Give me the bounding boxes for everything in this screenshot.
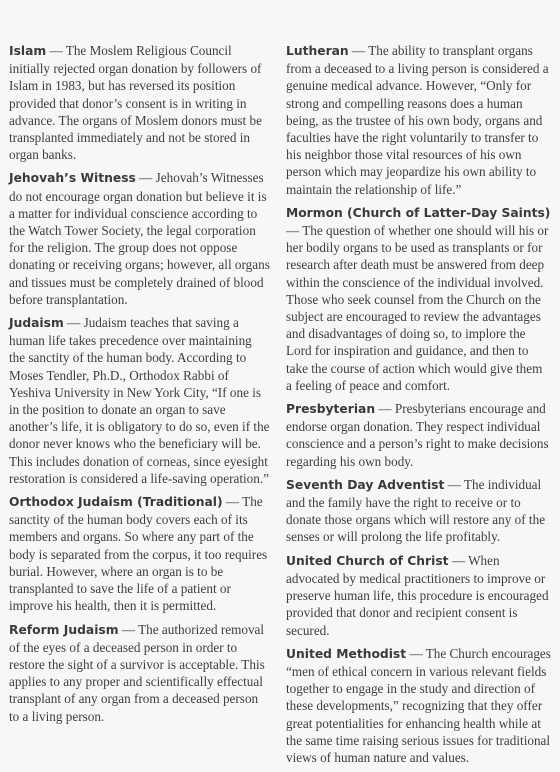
entry-seventh-day-adventist: Seventh Day Adventist — The individual and the family have the right to receive or to donate those organs which will restore any of the senses or will prolong the life profitably. <box>286 476 546 545</box>
right-column <box>286 42 551 772</box>
entry-united-methodist: United Methodist — The Church encourages “men of ethical concern in various relevant fields together to engage in the study and direction of these developments,” recognizing that they offer great potentialities for enhancing health while at the same time raising serious issues for traditional views of human nature and values. <box>286 645 551 765</box>
entry-heading: Islam <box>9 44 47 58</box>
entry-heading: United Church of Christ <box>286 553 449 568</box>
entry-heading: Presbyterian <box>286 402 376 417</box>
entry-text: The Moslem Religious Council initially rejected organ donation by followers of Islam in 1983, but has reversed its position provided that donor’s consent is in writing in advance. The organs of Moslem donors must be transplanted immediately and not be stored in organ banks. <box>9 43 262 163</box>
entry-heading: Reform Judaism <box>9 622 119 637</box>
entry-presbyterian: Presbyterian — Presbyterians encourage and endorse organ donation. They respect individual conscience and a person’s right to make decisions regarding his own body. <box>286 401 549 469</box>
entry-heading: Lutheran <box>286 44 349 58</box>
entry-judaism: Judaism — Judaism teaches that saving a human life takes precedence over maintaining the sanctity of the human body. According to Moses Tendler, Ph.D., Orthodox Rabbi of Yeshiva University in New York City, “If one is in the position to donate an organ to save another’s life, it is obligatory to do so, even if the donor never knows who the beneficiary will be. This includes donation of corneas, since eyesight restoration is considered a life-saving operation.” <box>9 315 270 486</box>
entry-islam: Islam — The Moslem Religious Council initially rejected organ donation by followers of Islam in 1983, but has reversed its position provided that donor’s consent is in writing in advance. The organs of Moslem donors must be transplanted immediately and not be stored in organ banks. <box>9 43 262 163</box>
entry-text: The individual and the family have the right to receive or to donate those organs which will restore any of the senses or will prolong the life profitably. <box>286 476 546 545</box>
entry-text: The ability to transplant organs from a deceased to a living person is considered a genuine medical advance. However, “Only for strong and compelling reasons does a human being, as the trustee of his own body, organs and faculties have the right voluntarily to transfer to his neighbor those vital resources of his own person which may jeopardize his own ability to maintain the relationship of life.” <box>286 43 549 197</box>
entry-jehovahs-witness: Jehovah’s Witness — Jehovah’s Witnesses do not encourage organ donation but believe it is a matter for individual conscience according to the Watch Tower Society, the legal corporation for the religion. The group does not oppose donating or receiving organs; however, all organs and tissues must be completely drained of blood before transplantation. <box>9 170 270 307</box>
entry-heading: Jehovah’s Witness <box>9 171 136 186</box>
entry-heading: Orthodox Judaism (Traditional) <box>9 495 223 510</box>
entry-heading: Judaism <box>9 316 64 331</box>
entry-heading: Mormon (Church of Latter-Day Saints) <box>286 205 551 220</box>
entry-text: The sanctity of the human body covers each of its members and organs. So where any part of the body is separated from the corpus, it too requires burial. However, where an organ is to be transplanted to save the life of a patient or improve his health, then it is permitted. <box>9 494 268 614</box>
entry-heading: United Methodist <box>286 646 407 661</box>
left-column <box>9 42 271 731</box>
entry-text: The Church encourages “men of ethical concern in various relevant fields together to engage in the study and direction of these developments,” recognizing that they offer great potentialities for enhancing health while at the same time raising serious issues for traditional views of human nature and values. <box>286 645 551 765</box>
entry-text: The authorized removal of the eyes of a deceased person in order to restore the sight of a survivor is acceptable. This applies to any proper and scientifically effectual transplant of any organ from a deceased person to a living person. <box>9 621 265 724</box>
entry-mormon: Mormon (Church of Latter-Day Saints) — The question of whether one should will his or her bodily organs to be used as transplants or for research after death must be answered from deep within the conscience of the individual involved. Those who seek counsel from the Church on the subject are encouraged to review the advantages and disadvantages of doing so, to implore the Lord for inspiration and guidance, and then to take the course of action which would give them a feeling of peace and comfort. <box>286 205 551 393</box>
entry-text: The question of whether one should will his or her bodily organs to be used as transplants or for research after death must be answered from deep within the conscience of the individual involved. Those who seek counsel from the Church on the subject are encouraged to review the advantages and disadvantages of doing so, to implore the Lord for inspiration and guidance, and then to take the course of action which would give them a feeling of peace and comfort. <box>286 223 549 393</box>
entry-orthodox-judaism: Orthodox Judaism (Traditional) — The sanctity of the human body covers each of its members and organs. So where any part of the body is separated from the corpus, it too requires burial. However, where an organ is to be transplanted to save the life of a patient or improve his health, then it is permitted. <box>9 494 268 614</box>
entry-text: Presbyterians encourage and endorse organ donation. They respect individual conscience and a person’s right to make decisions regarding his own body. <box>286 401 549 469</box>
entry-reform-judaism: Reform Judaism — The authorized removal of the eyes of a deceased person in order to restore the sight of a survivor is acceptable. This applies to any proper and scientifically effectual transplant of any organ from a deceased person to a living person. <box>9 621 265 724</box>
entry-text: When advocated by medical practitioners to improve or preserve human life, this procedure is encouraged provided that donor and recipient consent is secured. <box>286 552 549 638</box>
entry-united-church-of-christ: United Church of Christ — When advocated by medical practitioners to improve or preserve human life, this procedure is encouraged provided that donor and recipient consent is secured. <box>286 552 549 638</box>
entry-text: Judaism teaches that saving a human life takes precedence over maintaining the sanctity of the human body. According to Moses Tendler, Ph.D., Orthodox Rabbi of Yeshiva University in New York City, “If one is in the position to donate an organ to save another’s life, it is obligatory to do so, even if the donor never knows who the beneficiary will be. This includes donation of corneas, since eyesight restoration is considered a life-saving operation.” <box>9 315 270 486</box>
entry-heading: Seventh Day Adventist <box>286 477 445 492</box>
entry-text: Jehovah’s Witnesses do not encourage organ donation but believe it is a matter for individual conscience according to the Watch Tower Society, the legal corporation for the religion. The group does not oppose donating or receiving organs; however, all organs and tissues must be completely drained of blood before transplantation. <box>9 170 270 307</box>
entry-lutheran: Lutheran — The ability to transplant organs from a deceased to a living person is considered a genuine medical advance. However, “Only for strong and compelling reasons does a human being, as the trustee of his own body, organs and faculties have the right voluntarily to transfer to his neighbor those vital resources of his own person which may jeopardize his own ability to maintain the relationship of life.” <box>286 43 549 197</box>
